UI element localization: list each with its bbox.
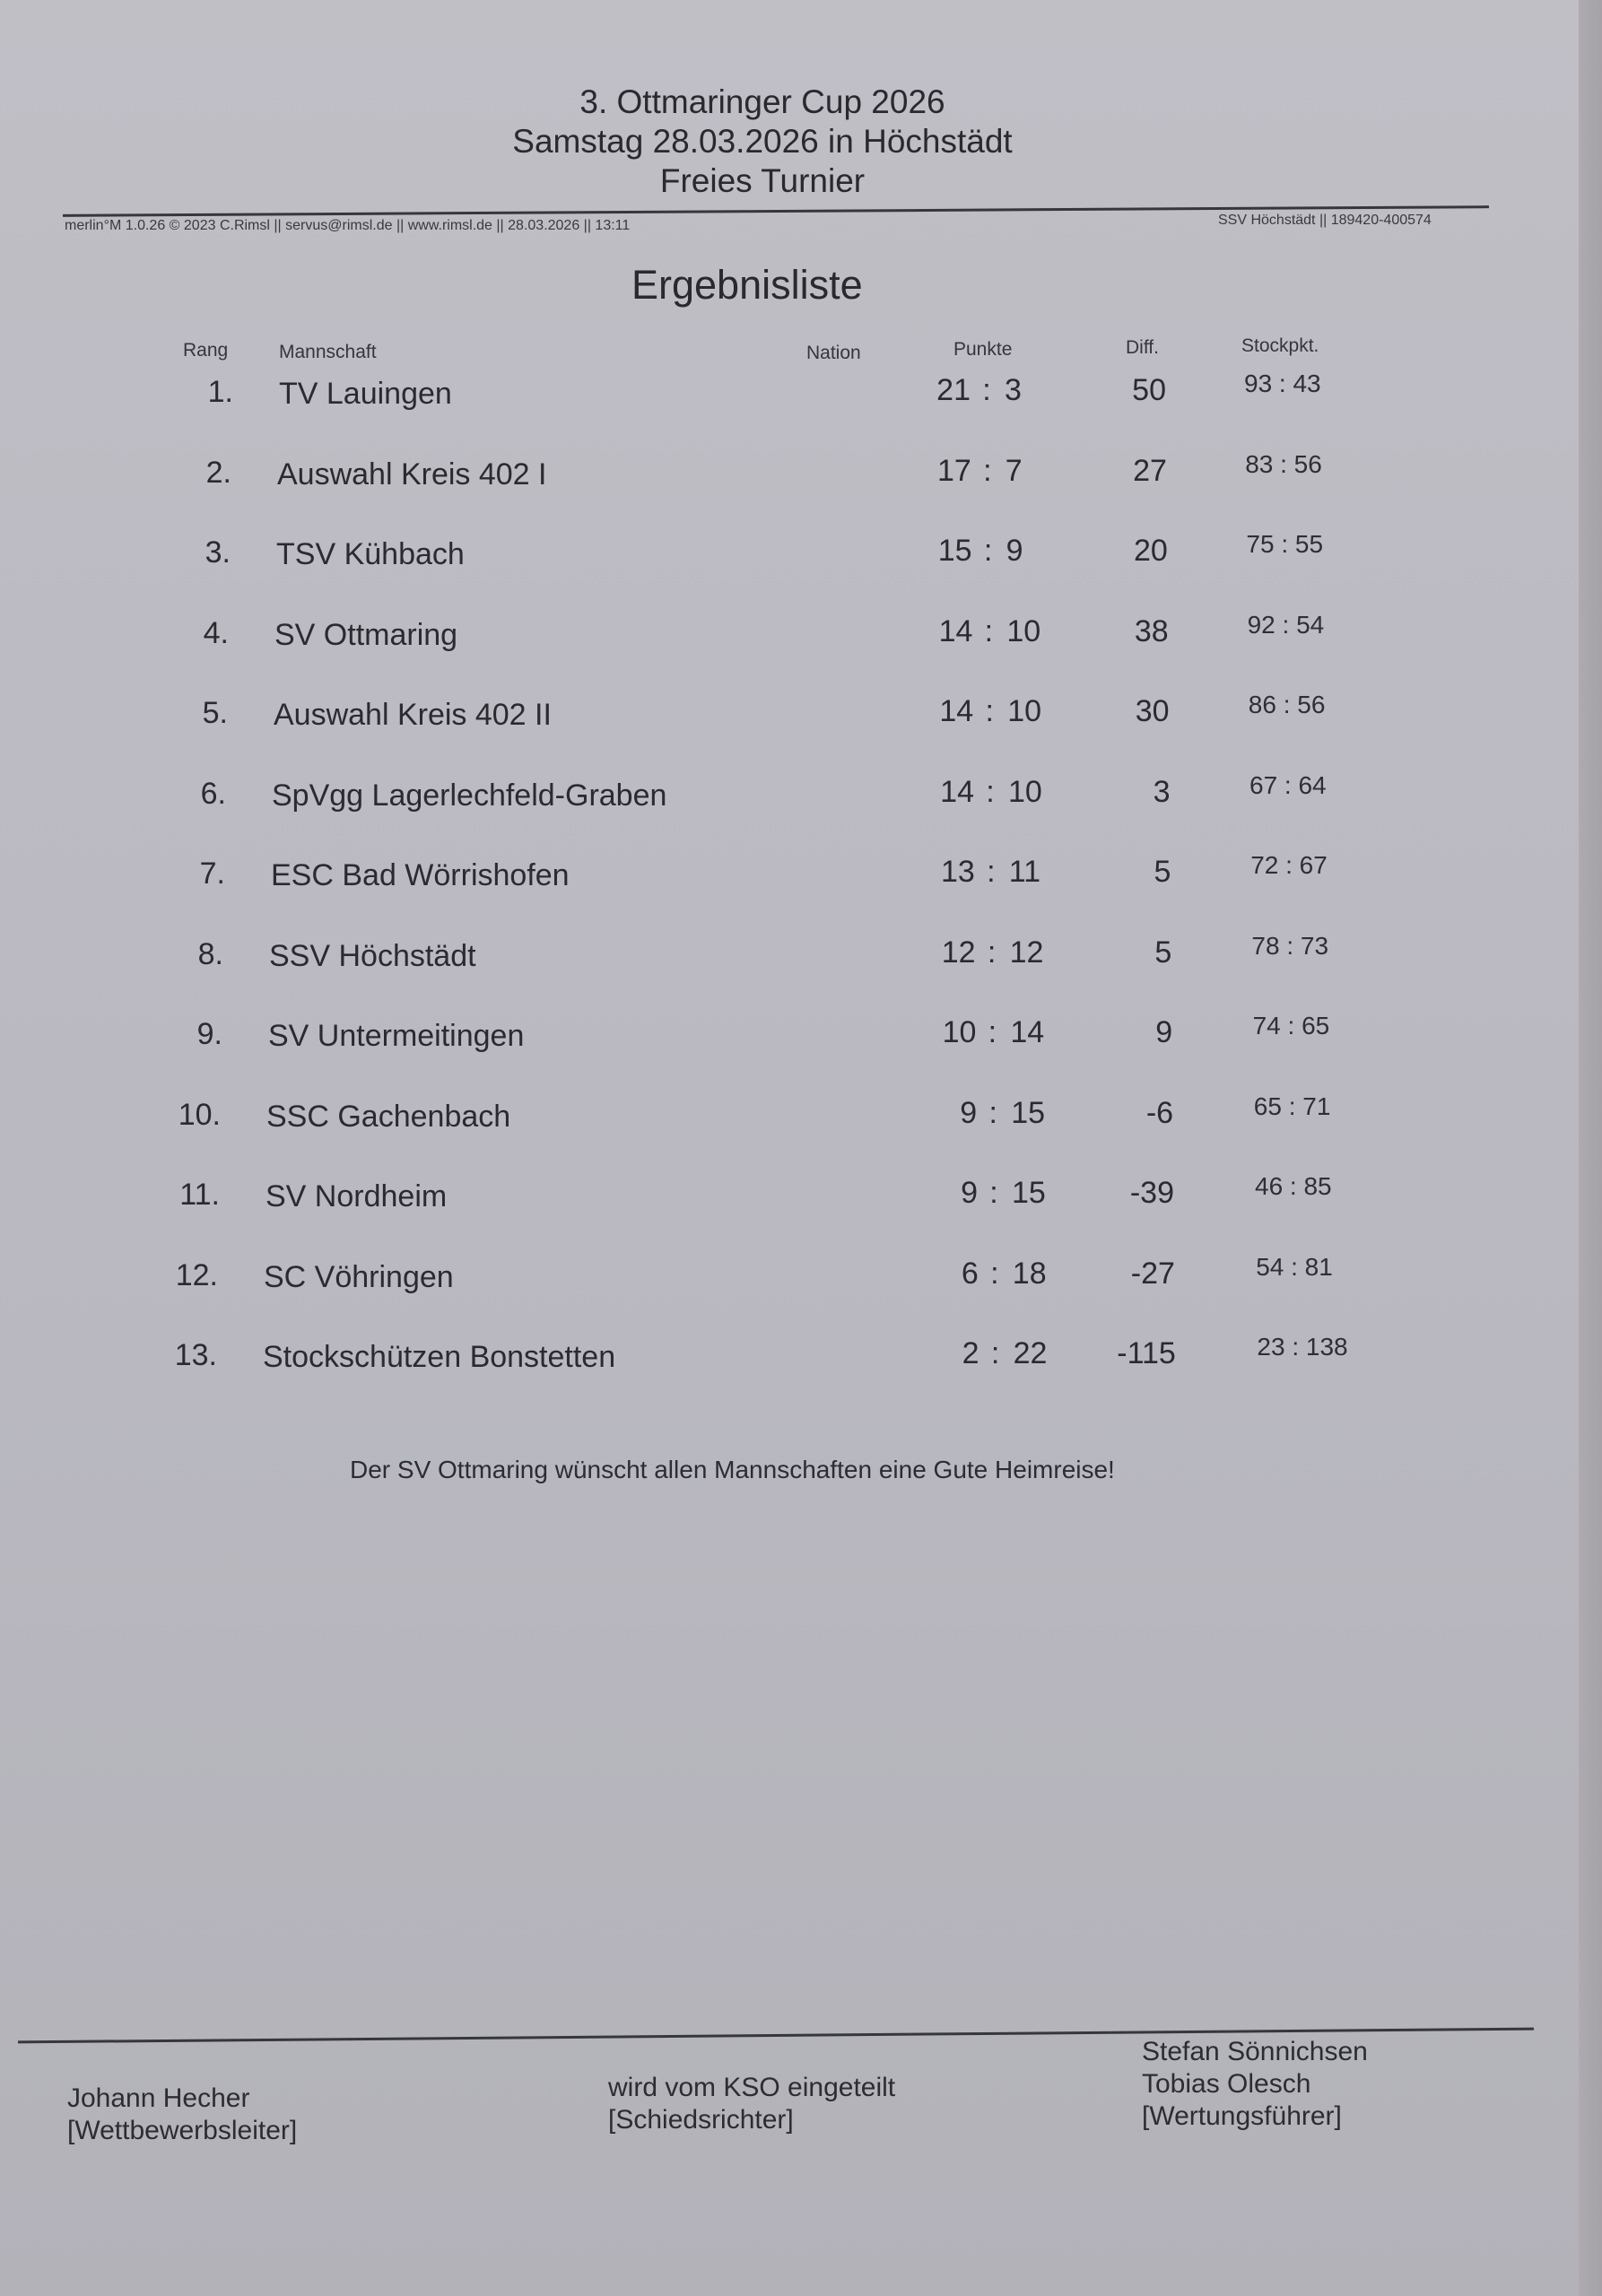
diff-cell: 9: [1155, 1015, 1173, 1049]
points-against-cell: 10: [1006, 613, 1041, 648]
team-name-cell: SSC Gachenbach: [266, 1099, 511, 1134]
points-for-cell: 21: [936, 373, 971, 407]
points-against-cell: 11: [1008, 855, 1041, 889]
points-for-cell: 9: [961, 1176, 978, 1210]
diff-cell: 20: [1133, 534, 1168, 568]
signature-name: Stefan Sönnichsen: [1142, 2037, 1368, 2066]
rank-cell: 4.: [203, 615, 229, 650]
points-against-cell: 7: [1005, 453, 1023, 488]
rank-cell: 8.: [197, 936, 223, 971]
points-separator: :: [990, 1336, 1000, 1370]
signature-role: [Wettbewerbsleiter]: [67, 2116, 298, 2145]
rank-cell: 12.: [175, 1257, 218, 1292]
column-header-mannschaft: Mannschaft: [279, 342, 377, 362]
rank-cell: 2.: [205, 455, 231, 490]
points-against-cell: 14: [1010, 1015, 1045, 1049]
points-separator: :: [985, 694, 994, 728]
points-for-cell: 6: [961, 1256, 979, 1291]
stockpunkte-cell: 93 : 43: [1244, 370, 1321, 397]
points-for-cell: 17: [936, 453, 971, 488]
stockpunkte-cell: 65 : 71: [1253, 1091, 1331, 1120]
team-name-cell: TSV Kühbach: [276, 537, 465, 571]
points-for-cell: 2: [962, 1336, 979, 1370]
diff-cell: 30: [1135, 694, 1170, 728]
points-for-cell: 9: [960, 1095, 978, 1130]
diff-cell: 27: [1133, 453, 1167, 488]
column-header-stockpkt: Stockpkt.: [1241, 335, 1319, 356]
points-separator: :: [990, 1256, 999, 1291]
column-header-diff: Diff.: [1126, 337, 1159, 358]
points-for-cell: 12: [941, 935, 976, 970]
diff-cell: 38: [1134, 613, 1169, 648]
team-name-cell: TV Lauingen: [279, 377, 452, 411]
points-for-cell: 10: [942, 1015, 977, 1049]
points-separator: :: [988, 1015, 997, 1049]
signature-wertungsfuehrer: [1142, 2036, 1368, 2133]
points-for-cell: 14: [940, 774, 974, 809]
points-separator: :: [984, 613, 994, 648]
column-header-punkte: Punkte: [953, 339, 1013, 360]
team-name-cell: Auswahl Kreis 402 II: [274, 698, 552, 732]
team-name-cell: SC Vöhringen: [264, 1259, 454, 1294]
points-separator: :: [983, 453, 992, 488]
points-separator: :: [983, 534, 993, 568]
diff-cell: -6: [1145, 1095, 1174, 1130]
farewell-message: Der SV Ottmaring wünscht allen Mannschaften eine Gute Heimreise!: [350, 1456, 1115, 1483]
points-against-cell: 10: [1008, 774, 1042, 809]
title-line: 3. Ottmaringer Cup 2026: [579, 83, 945, 120]
rank-cell: 6.: [200, 776, 226, 811]
signature-name: wird vom KSO eingeteilt: [608, 2073, 896, 2102]
diff-cell: 50: [1132, 373, 1166, 407]
stockpunkte-cell: 92 : 54: [1247, 610, 1325, 639]
team-name-cell: Auswahl Kreis 402 I: [277, 457, 547, 491]
team-name-cell: ESC Bad Wörrishofen: [271, 858, 570, 892]
team-name-cell: SpVgg Lagerlechfeld-Graben: [272, 778, 667, 813]
diff-cell: 5: [1154, 935, 1172, 970]
rank-cell: 11.: [179, 1178, 220, 1212]
points-separator: :: [982, 373, 991, 407]
document-title: [0, 83, 1525, 201]
signature-schiedsrichter: [608, 2072, 895, 2136]
column-header-rang: Rang: [183, 340, 229, 361]
header-meta-left: merlin°M 1.0.26 © 2023 C.Rimsl || servus@rimsl.de || www.rimsl.de || 28.03.2026 || 13:11: [65, 218, 631, 233]
team-name-cell: SV Untermeitingen: [268, 1019, 525, 1053]
signature-wettbewerbsleiter: [67, 2083, 297, 2147]
team-name-cell: SV Ottmaring: [274, 617, 458, 652]
diff-cell: -39: [1129, 1176, 1174, 1210]
points-against-cell: 15: [1012, 1176, 1046, 1210]
stockpunkte-cell: 86 : 56: [1248, 691, 1326, 718]
stockpunkte-cell: 67 : 64: [1249, 770, 1327, 799]
stockpunkte-cell: 75 : 55: [1246, 530, 1324, 558]
stockpunkte-cell: 54 : 81: [1256, 1252, 1333, 1281]
diff-cell: -115: [1117, 1336, 1176, 1370]
diff-cell: 3: [1153, 774, 1171, 809]
points-against-cell: 12: [1009, 935, 1044, 970]
rank-cell: 3.: [205, 535, 231, 570]
signature-name: Johann Hecher: [67, 2083, 250, 2113]
team-name-cell: SV Nordheim: [266, 1179, 448, 1213]
signature-role: [Wertungsführer]: [1142, 2101, 1342, 2131]
signature-role: [Schiedsrichter]: [608, 2105, 794, 2135]
points-for-cell: 13: [940, 855, 975, 889]
points-against-cell: 9: [1006, 534, 1023, 568]
rank-cell: 13.: [174, 1338, 217, 1372]
header-meta-right: SSV Höchstädt || 189420-400574: [1218, 213, 1432, 228]
points-for-cell: 15: [937, 534, 972, 568]
rank-cell: 10.: [178, 1097, 221, 1132]
rank-cell: 9.: [196, 1017, 222, 1051]
stockpunkte-cell: 23 : 138: [1257, 1333, 1348, 1361]
points-against-cell: 22: [1013, 1336, 1048, 1370]
background-surface: [1579, 0, 1602, 2296]
column-header-nation: Nation: [806, 343, 861, 363]
team-name-cell: Stockschützen Bonstetten: [263, 1340, 616, 1374]
points-for-cell: 14: [938, 613, 973, 648]
rank-cell: 1.: [207, 375, 233, 409]
page-heading: Ergebnisliste: [631, 262, 863, 308]
signature-name: Tobias Olesch: [1142, 2069, 1311, 2099]
points-separator: :: [987, 855, 996, 889]
stockpunkte-cell: 46 : 85: [1255, 1172, 1332, 1200]
diff-cell: 5: [1154, 855, 1171, 889]
stockpunkte-cell: 72 : 67: [1250, 851, 1328, 879]
rank-cell: 5.: [202, 696, 228, 730]
points-for-cell: 14: [939, 694, 974, 728]
points-separator: :: [986, 774, 995, 809]
points-separator: :: [988, 1095, 997, 1130]
points-separator: :: [987, 935, 997, 970]
title-line: Freies Turnier: [659, 162, 866, 199]
points-against-cell: 15: [1011, 1095, 1046, 1130]
stockpunkte-cell: 78 : 73: [1251, 931, 1329, 960]
points-against-cell: 3: [1005, 373, 1022, 407]
points-separator: :: [989, 1176, 998, 1210]
stockpunkte-cell: 83 : 56: [1245, 449, 1322, 478]
rank-cell: 7.: [199, 857, 225, 891]
stockpunkte-cell: 74 : 65: [1252, 1012, 1330, 1039]
title-line: Samstag 28.03.2026 in Höchstädt: [512, 123, 1013, 160]
points-against-cell: 10: [1007, 694, 1042, 728]
diff-cell: -27: [1130, 1256, 1175, 1291]
team-name-cell: SSV Höchstädt: [269, 938, 476, 973]
points-against-cell: 18: [1012, 1256, 1047, 1291]
